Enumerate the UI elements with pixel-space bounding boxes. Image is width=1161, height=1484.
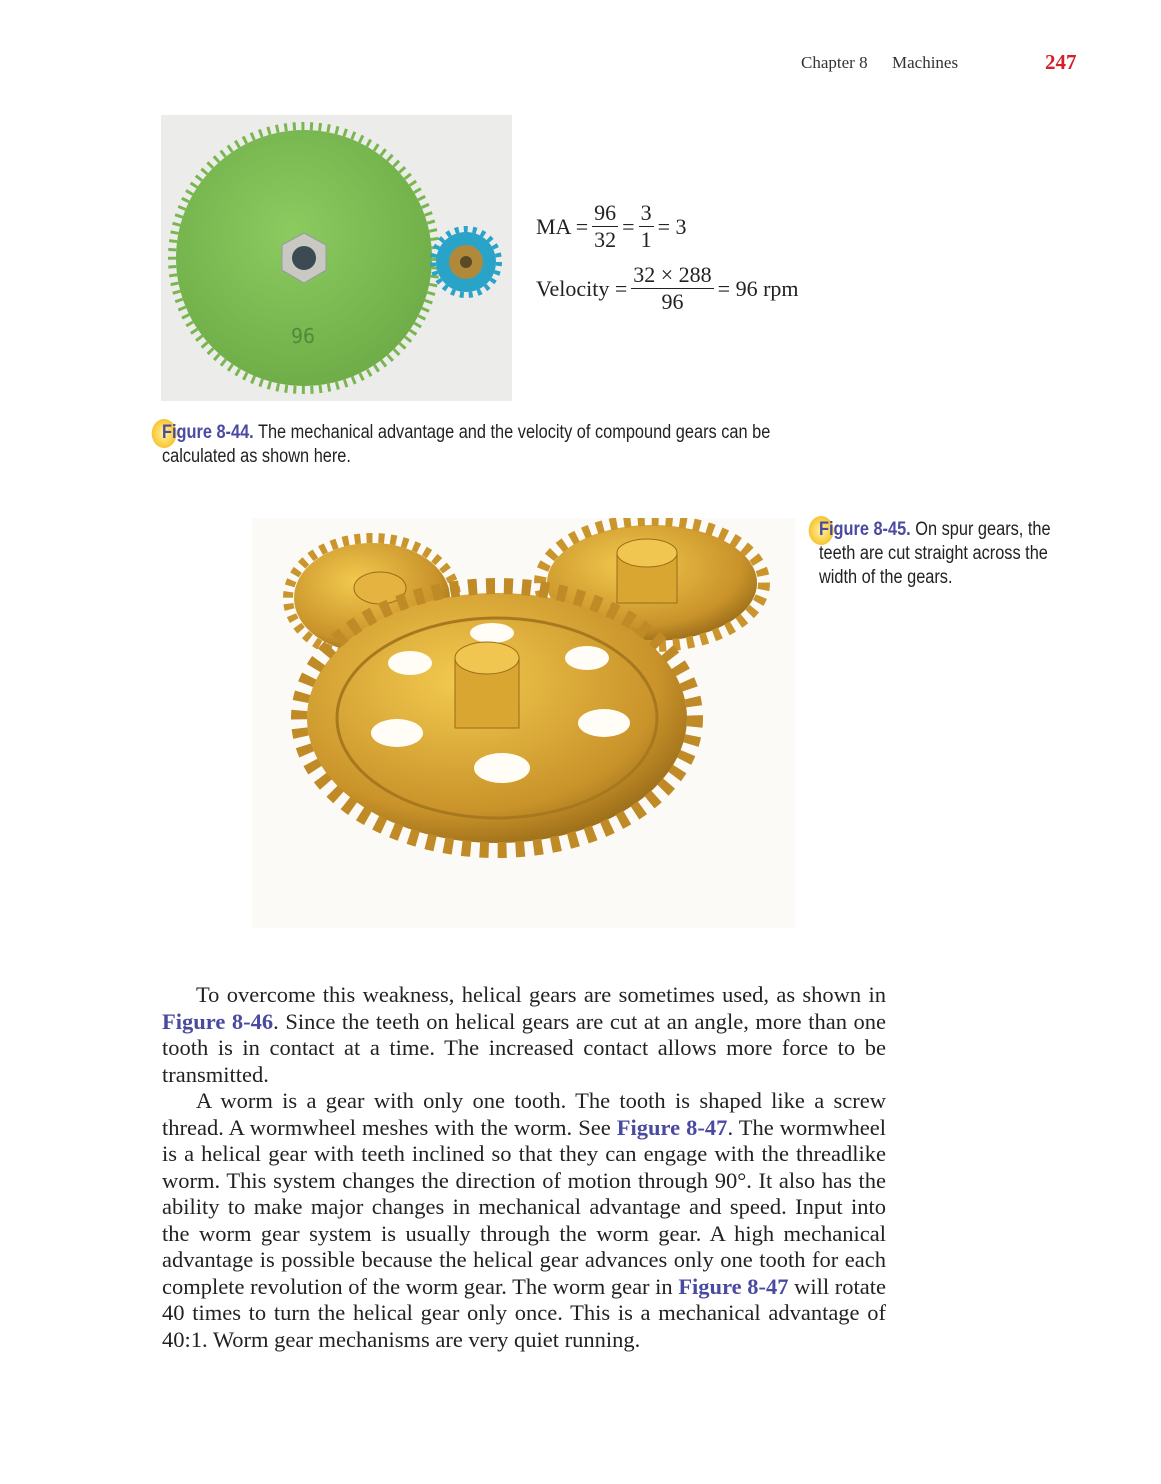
- ma-result: = 3: [657, 213, 687, 239]
- figure-8-46-link[interactable]: Figure 8-46: [162, 1008, 274, 1034]
- gear-label-96: 96: [291, 324, 316, 348]
- page-number: 247: [1045, 50, 1077, 74]
- running-header-section: Machines: [892, 53, 959, 72]
- numerator: 32 × 288: [633, 262, 712, 287]
- numerator: 96: [594, 200, 617, 225]
- figure-8-44-caption: [162, 421, 833, 469]
- velocity-label: Velocity =: [536, 275, 628, 301]
- numerator: 3: [640, 200, 652, 225]
- denominator: 96: [661, 289, 684, 314]
- denominator: 1: [640, 227, 652, 252]
- velocity-result: = 96 rpm: [717, 275, 799, 301]
- denominator: 32: [594, 227, 617, 252]
- paragraph-worm-gears: [162, 1088, 886, 1353]
- spur-gears-photo: [252, 518, 795, 928]
- ma-equation: [536, 200, 687, 253]
- paragraph-helical-gears: [162, 982, 886, 1088]
- ma-label: MA =: [536, 213, 589, 239]
- compound-gears-photo: [161, 115, 512, 401]
- text: A worm is a gear with only one tooth. The tooth is shaped like a screw thread. A wormwheel meshes with the worm. See: [162, 1088, 886, 1140]
- running-header-chapter: Chapter 8: [801, 53, 868, 72]
- figure-label: Figure 8-44.: [162, 422, 254, 443]
- figure-label: Figure 8-45.: [819, 519, 911, 540]
- fraction: [631, 262, 713, 315]
- velocity-equation: [536, 262, 799, 315]
- text: will rotate 40 times to turn the helical gear only once. This is a mechanical advantage of 40:1. Worm gear mechanisms are very quiet running.: [162, 1273, 886, 1352]
- text: . The wormwheel is a helical gear with teeth inclined so that they can engage with the threadlike worm. This system changes the direction of motion through 90°. It also has the ability to make major changes in mechanical advantage and speed. Input into the worm gear system is usually through the worm gear. A high mechanical advantage is possible because the helical gear advances only one tooth for each complete revolution of the worm gear. The worm gear in: [162, 1114, 887, 1299]
- figure-8-45-caption: [819, 518, 1068, 590]
- figure-8-47-link[interactable]: Figure 8-47: [678, 1273, 789, 1299]
- fraction: [592, 200, 618, 253]
- figure-8-47-link[interactable]: Figure 8-47: [616, 1114, 728, 1140]
- text: . Since the teeth on helical gears are cut at an angle, more than one tooth is in contact at a time. The increased contact allows more force to be transmitted.: [162, 1008, 886, 1087]
- caption-text: On spur gears, the teeth are cut straight across the width of the gears.: [819, 519, 1051, 588]
- body-text: [162, 982, 886, 1353]
- fraction: [639, 200, 654, 253]
- equals: =: [622, 213, 635, 239]
- caption-text: The mechanical advantage and the velocity of compound gears can be calculated as shown here.: [162, 422, 771, 467]
- text: To overcome this weakness, helical gears are sometimes used, as shown in: [196, 982, 886, 1007]
